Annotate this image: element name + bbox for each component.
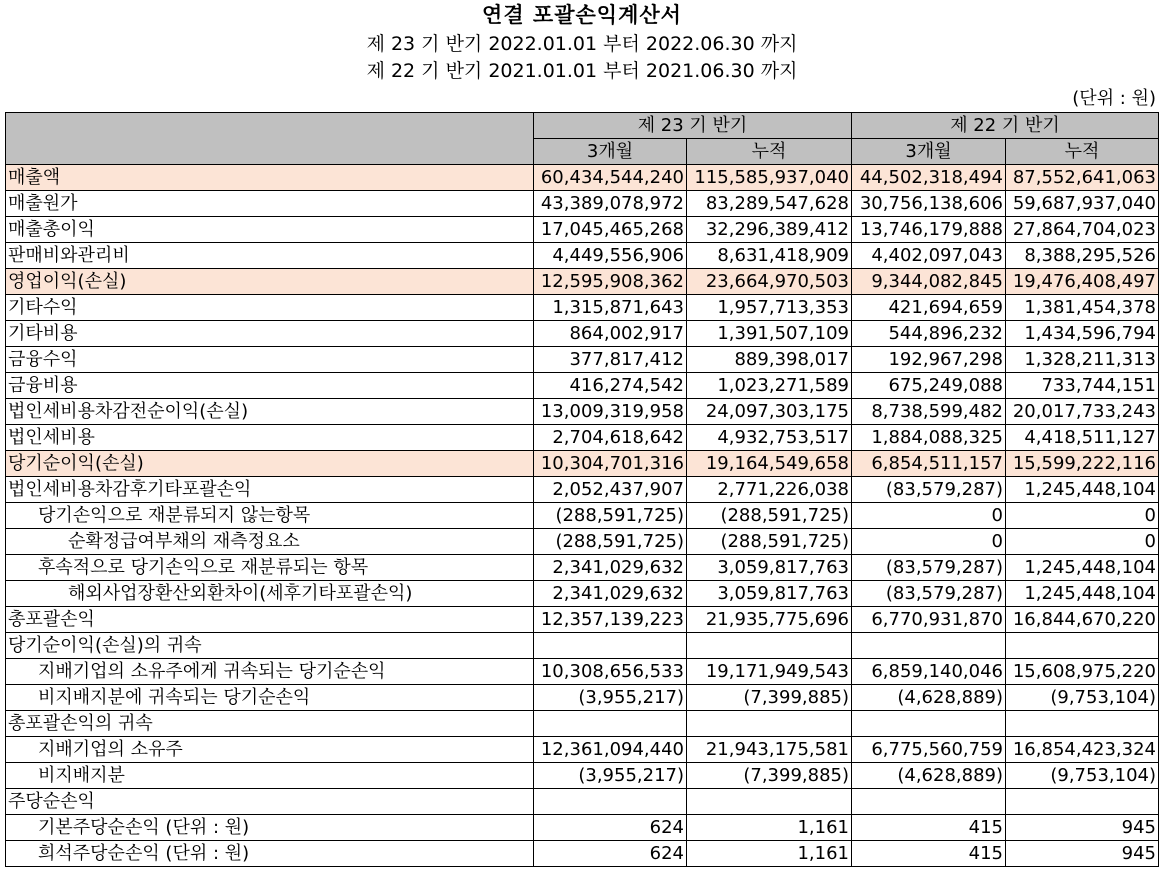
table-row [6,373,1159,399]
cell-current-cumulative: (288,591,725) [687,529,852,555]
cell-prior-3m: 9,344,082,845 [852,269,1006,295]
table-row [6,295,1159,321]
cell-current-3m: 2,704,618,642 [534,425,687,451]
cell-current-3m: 1,315,871,643 [534,295,687,321]
table-row [6,659,1159,685]
table-row [6,841,1159,867]
cell-prior-3m: (4,628,889) [852,763,1006,789]
cell-current-3m: 864,002,917 [534,321,687,347]
table-row [6,633,1159,659]
row-label: 금융수익 [6,347,534,373]
row-label: 비지배지분 [6,763,534,789]
table-row [6,347,1159,373]
table-row [6,529,1159,555]
table-body [6,165,1159,867]
cell-current-3m: 416,274,542 [534,373,687,399]
cell-current-cumulative: 19,164,549,658 [687,451,852,477]
cell-current-cumulative: 115,585,937,040 [687,165,852,191]
cell-current-cumulative: 889,398,017 [687,347,852,373]
cell-current-3m: 2,341,029,632 [534,555,687,581]
table-row [6,581,1159,607]
cell-prior-3m: 44,502,318,494 [852,165,1006,191]
cell-current-3m: 12,357,139,223 [534,607,687,633]
cell-current-3m: 12,361,094,440 [534,737,687,763]
cell-prior-cumulative: 87,552,641,063 [1006,165,1159,191]
cell-prior-cumulative: 8,388,295,526 [1006,243,1159,269]
row-label: 매출액 [6,165,534,191]
cell-current-3m: 377,817,412 [534,347,687,373]
cell-current-cumulative: (288,591,725) [687,503,852,529]
table-row [6,815,1159,841]
row-label: 매출원가 [6,191,534,217]
row-label: 판매비와관리비 [6,243,534,269]
cell-prior-cumulative: 27,864,704,023 [1006,217,1159,243]
cell-current-3m: 624 [534,815,687,841]
cell-prior-cumulative: 733,744,151 [1006,373,1159,399]
cell-current-3m: 624 [534,841,687,867]
table-row [6,607,1159,633]
cell-prior-cumulative: 1,245,448,104 [1006,555,1159,581]
row-label: 기본주당순손익 (단위 : 원) [6,815,534,841]
cell-prior-3m: 1,884,088,325 [852,425,1006,451]
unit-label: (단위 : 원) [1072,88,1156,109]
cell-prior-3m: 544,896,232 [852,321,1006,347]
table-row [6,425,1159,451]
header-prior-3m: 3개월 [852,139,1006,165]
cell-current-cumulative: 83,289,547,628 [687,191,852,217]
table-row [6,217,1159,243]
cell-prior-cumulative: 15,599,222,116 [1006,451,1159,477]
cell-prior-cumulative: 0 [1006,529,1159,555]
table-row [6,737,1159,763]
cell-current-cumulative [687,633,852,659]
cell-prior-cumulative: 16,844,670,220 [1006,607,1159,633]
cell-current-cumulative [687,711,852,737]
cell-current-cumulative: 1,957,713,353 [687,295,852,321]
row-label: 후속적으로 당기손익으로 재분류되는 항목 [6,555,534,581]
table-row [6,711,1159,737]
cell-prior-cumulative: 1,434,596,794 [1006,321,1159,347]
cell-current-cumulative: 1,023,271,589 [687,373,852,399]
header-group-prior: 제 22 기 반기 [852,113,1159,139]
cell-prior-cumulative: 59,687,937,040 [1006,191,1159,217]
cell-current-cumulative: 23,664,970,503 [687,269,852,295]
row-label: 당기순이익(손실)의 귀속 [6,633,534,659]
cell-current-3m: 17,045,465,268 [534,217,687,243]
row-label: 기타비용 [6,321,534,347]
header-prior-cumulative: 누적 [1006,139,1159,165]
cell-prior-cumulative: 945 [1006,815,1159,841]
cell-current-cumulative: 24,097,303,175 [687,399,852,425]
row-label: 당기손익으로 재분류되지 않는항목 [6,503,534,529]
row-label: 희석주당순손익 (단위 : 원) [6,841,534,867]
row-label: 법인세비용 [6,425,534,451]
row-label: 당기순이익(손실) [6,451,534,477]
header-account-blank [6,113,534,165]
table-row [6,165,1159,191]
cell-prior-3m: 6,775,560,759 [852,737,1006,763]
row-label: 지배기업의 소유주에게 귀속되는 당기순손익 [6,659,534,685]
table-row [6,191,1159,217]
cell-current-cumulative: 21,935,775,696 [687,607,852,633]
row-label: 비지배지분에 귀속되는 당기순손익 [6,685,534,711]
cell-prior-3m [852,789,1006,815]
row-label: 기타수익 [6,295,534,321]
document-title: 연결 포괄손익계산서 [482,3,682,27]
cell-current-cumulative: (7,399,885) [687,685,852,711]
cell-current-3m: (288,591,725) [534,503,687,529]
cell-prior-cumulative: 4,418,511,127 [1006,425,1159,451]
cell-prior-3m: (83,579,287) [852,477,1006,503]
cell-prior-3m: 30,756,138,606 [852,191,1006,217]
cell-current-3m: (3,955,217) [534,763,687,789]
cell-current-3m: 4,449,556,906 [534,243,687,269]
cell-current-cumulative: 32,296,389,412 [687,217,852,243]
cell-prior-cumulative: (9,753,104) [1006,763,1159,789]
cell-prior-3m [852,633,1006,659]
cell-current-3m: 10,304,701,316 [534,451,687,477]
row-label: 해외사업장환산외환차이(세후기타포괄손익) [6,581,534,607]
row-label: 법인세비용차감전순이익(손실) [6,399,534,425]
table-row [6,451,1159,477]
table-row [6,789,1159,815]
cell-prior-cumulative: 1,245,448,104 [1006,581,1159,607]
row-label: 지배기업의 소유주 [6,737,534,763]
cell-prior-3m: 6,770,931,870 [852,607,1006,633]
table-row [6,763,1159,789]
cell-current-3m: 43,389,078,972 [534,191,687,217]
cell-current-cumulative: 19,171,949,543 [687,659,852,685]
cell-prior-cumulative: 16,854,423,324 [1006,737,1159,763]
cell-prior-cumulative: (9,753,104) [1006,685,1159,711]
cell-current-3m: 13,009,319,958 [534,399,687,425]
cell-prior-3m: 192,967,298 [852,347,1006,373]
cell-current-3m: (288,591,725) [534,529,687,555]
period-prior: 제 22 기 반기 2021.01.01 부터 2021.06.30 까지 [366,60,798,82]
cell-prior-3m: 0 [852,529,1006,555]
cell-current-cumulative: 1,391,507,109 [687,321,852,347]
cell-prior-cumulative [1006,711,1159,737]
cell-prior-cumulative: 20,017,733,243 [1006,399,1159,425]
cell-current-cumulative: 21,943,175,581 [687,737,852,763]
cell-current-3m: 2,052,437,907 [534,477,687,503]
cell-prior-cumulative: 1,245,448,104 [1006,477,1159,503]
cell-current-cumulative: 8,631,418,909 [687,243,852,269]
cell-current-3m [534,711,687,737]
table-row [6,243,1159,269]
cell-prior-3m [852,711,1006,737]
period-current: 제 23 기 반기 2022.01.01 부터 2022.06.30 까지 [366,33,798,55]
row-label: 주당순손익 [6,789,534,815]
table-row [6,477,1159,503]
cell-current-cumulative: (7,399,885) [687,763,852,789]
header-row-groups [6,113,1159,139]
cell-prior-cumulative [1006,789,1159,815]
table-row [6,399,1159,425]
row-label: 순확정급여부채의 재측정요소 [6,529,534,555]
cell-prior-3m: (83,579,287) [852,555,1006,581]
cell-current-3m: 12,595,908,362 [534,269,687,295]
cell-prior-cumulative: 0 [1006,503,1159,529]
cell-current-3m: 60,434,544,240 [534,165,687,191]
cell-prior-cumulative: 1,381,454,378 [1006,295,1159,321]
cell-current-3m [534,789,687,815]
row-label: 총포괄손익 [6,607,534,633]
cell-prior-3m: 6,859,140,046 [852,659,1006,685]
cell-current-cumulative: 1,161 [687,815,852,841]
row-label: 금융비용 [6,373,534,399]
cell-prior-cumulative: 19,476,408,497 [1006,269,1159,295]
cell-current-cumulative: 4,932,753,517 [687,425,852,451]
row-label: 영업이익(손실) [6,269,534,295]
cell-prior-3m: 421,694,659 [852,295,1006,321]
cell-current-cumulative: 2,771,226,038 [687,477,852,503]
cell-prior-3m: 0 [852,503,1006,529]
table-row [6,503,1159,529]
cell-prior-cumulative [1006,633,1159,659]
header-current-cumulative: 누적 [687,139,852,165]
income-statement-table [5,112,1159,867]
cell-prior-cumulative: 1,328,211,313 [1006,347,1159,373]
row-label: 총포괄손익의 귀속 [6,711,534,737]
cell-prior-3m: (4,628,889) [852,685,1006,711]
row-label: 법인세비용차감후기타포괄손익 [6,477,534,503]
cell-current-3m [534,633,687,659]
cell-prior-cumulative: 945 [1006,841,1159,867]
cell-prior-3m: 13,746,179,888 [852,217,1006,243]
row-label: 매출총이익 [6,217,534,243]
cell-prior-3m: 415 [852,841,1006,867]
cell-prior-3m: 4,402,097,043 [852,243,1006,269]
cell-current-3m: (3,955,217) [534,685,687,711]
table-row [6,321,1159,347]
cell-prior-3m: 675,249,088 [852,373,1006,399]
table-row [6,555,1159,581]
cell-current-cumulative: 3,059,817,763 [687,555,852,581]
cell-prior-3m: 415 [852,815,1006,841]
cell-prior-3m: (83,579,287) [852,581,1006,607]
header-group-current: 제 23 기 반기 [534,113,852,139]
cell-current-3m: 2,341,029,632 [534,581,687,607]
cell-current-cumulative [687,789,852,815]
cell-prior-3m: 8,738,599,482 [852,399,1006,425]
table-row [6,685,1159,711]
table-row [6,269,1159,295]
cell-current-cumulative: 1,161 [687,841,852,867]
cell-prior-3m: 6,854,511,157 [852,451,1006,477]
cell-prior-cumulative: 15,608,975,220 [1006,659,1159,685]
header-current-3m: 3개월 [534,139,687,165]
cell-current-cumulative: 3,059,817,763 [687,581,852,607]
cell-current-3m: 10,308,656,533 [534,659,687,685]
